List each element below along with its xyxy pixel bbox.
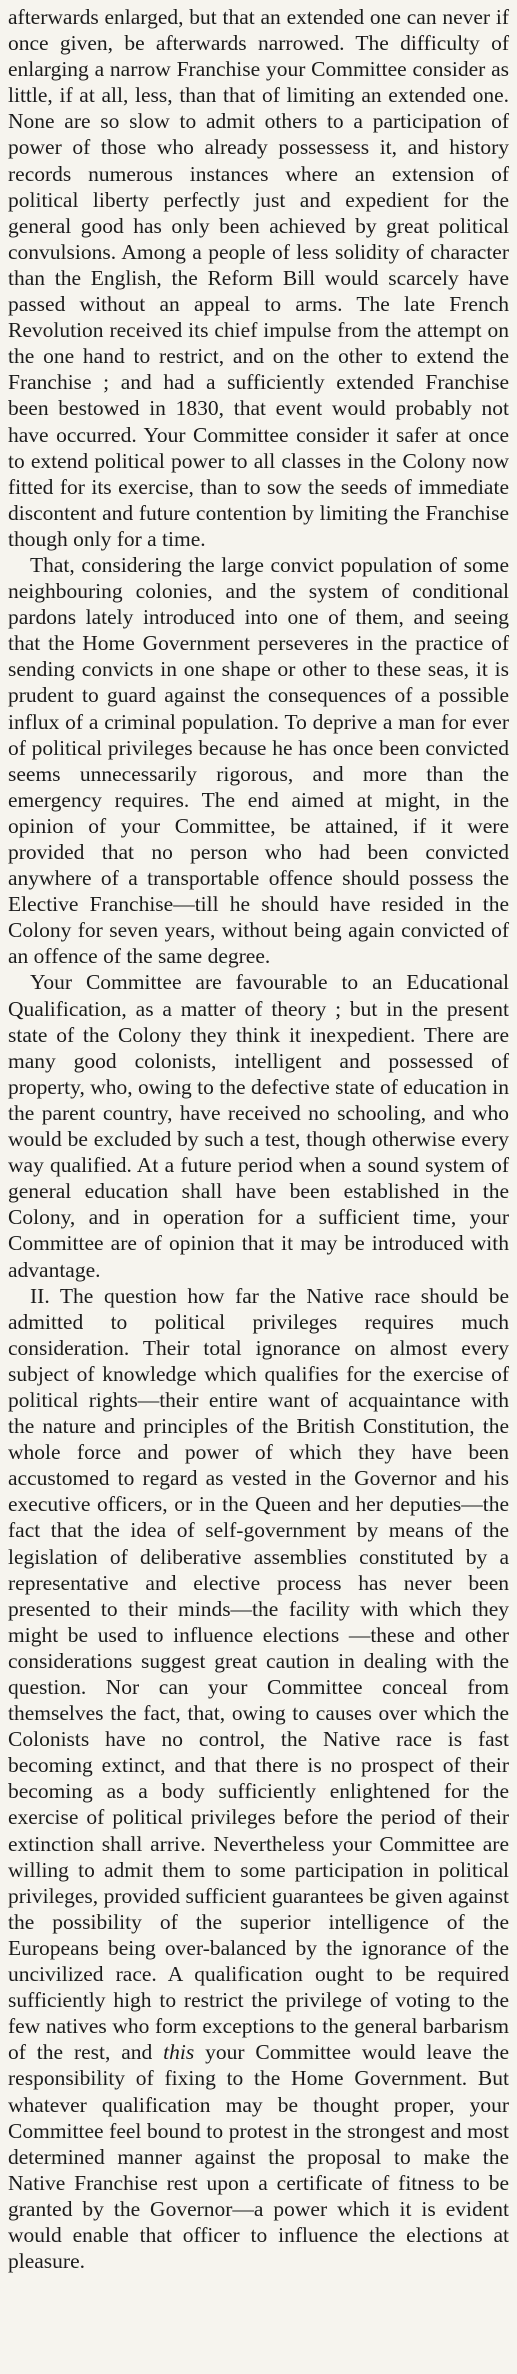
paragraph-educational-qualification	[8, 969, 509, 1282]
paragraph-native-race	[8, 1283, 509, 2275]
paragraph-text: your Committee would leave the responsibility of fixing to the Home Government. But whatever qualification may be thought proper, your Committee feel bound to protest in the strongest and most determined manner against the proposal to make the Native Franchise rest upon a certificate of fitness to be granted by the Governor—a power which it is evident would enable that officer to influence the elections at pleasure.	[8, 2040, 509, 2274]
paragraph-text: afterwards enlarged, but that an extended one can never if once given, be afterwards narrowed. The difficulty of enlarging a narrow Franchise your Committee consider as little, if at all, less, than that of limiting an extended one. None are so slow to admit others to a participation of power of those who already possessess it, and history records numerous instances where an extension of political liberty perfectly just and expedient for the general good has only been achieved by great political convulsions. Among a people of less solidity of character than the English, the Reform Bill would scarcely have passed without an appeal to arms. The late French Revolution received its chief impulse from the attempt on the one hand to restrict, and on the other to extend the Franchise ; and had a sufficiently extended Franchise been bestowed in 1830, that event would probably not have occurred. Your Committee consider it safer at once to extend political power to all classes in the Colony now fitted for its exercise, than to sow the seeds of immediate discontent and future contention by limiting the Franchise though only for a time.	[8, 5, 509, 551]
text-column	[8, 4, 509, 2274]
paragraph-text: II. The question how far the Native race should be admitted to political privileges requires much consideration. Their total ignorance on almost every subject of knowledge which qualifies for the exercise of political rights—their entire want of acquaintance with the nature and principles of the British Constitution, the whole force and power of which they have been accustomed to regard as vested in the Governor and his executive officers, or in the Queen and her deputies—the fact that the idea of self-government by means of the legislation of deliberative assemblies constituted by a representative and elective process has never been presented to their minds—the facility with which they might be used to influence elections —these and other considerations suggest great caution in dealing with the question. Nor can your Committee conceal from themselves the fact, that, owing to causes over which the Colonists have no control, the Native race is fast becoming extinct, and that there is no prospect of their becoming as a body sufficiently enlightened for the exercise of political privileges before the period of their extinction shall arrive. Nevertheless your Committee are willing to admit them to some participation in political privileges, provided sufficient guarantees be given against the possibility of the superior intelligence of the Europeans being over-balanced by the ignorance of the uncivilized race. A qualification ought to be required sufficiently high to restrict the privilege of voting to the few natives who form exceptions to the general barbarism of the rest, and	[8, 1283, 509, 2065]
paragraph-convict-population	[8, 552, 509, 970]
paragraph-franchise-extension	[8, 4, 509, 552]
paragraph-text: That, considering the large convict population of some neighbouring colonies, and the system of conditional pardons lately introduced into one of them, and seeing that the Home Government perseveres in the practice of sending convicts in one shape or other to these seas, it is prudent to guard against the consequences of a possible influx of a criminal population. To deprive a man for ever of political privileges because he has once been convicted seems unnecessarily rigorous, and more than the emergency requires. The end aimed at might, in the opinion of your Committee, be attained, if it were provided that no person who had been convicted anywhere of a transportable offence should possess the Elective Franchise—till he should have resided in the Colony for seven years, without being again convicted of an offence of the same degree.	[8, 552, 509, 969]
emphasis-text: this	[163, 2040, 195, 2065]
paragraph-text: Your Committee are favourable to an Educational Qualification, as a matter of theory ; but in the present state of the Colony they think it inexpedient. There are many good colonists, intelligent and possessed of property, who, owing to the defective state of education in the parent country, have received no schooling, and who would be excluded by such a test, though otherwise every way qualified. At a future period when a sound system of general education shall have been established in the Colony, and in operation for a sufficient time, your Committee are of opinion that it may be introduced with advantage.	[8, 970, 509, 1282]
